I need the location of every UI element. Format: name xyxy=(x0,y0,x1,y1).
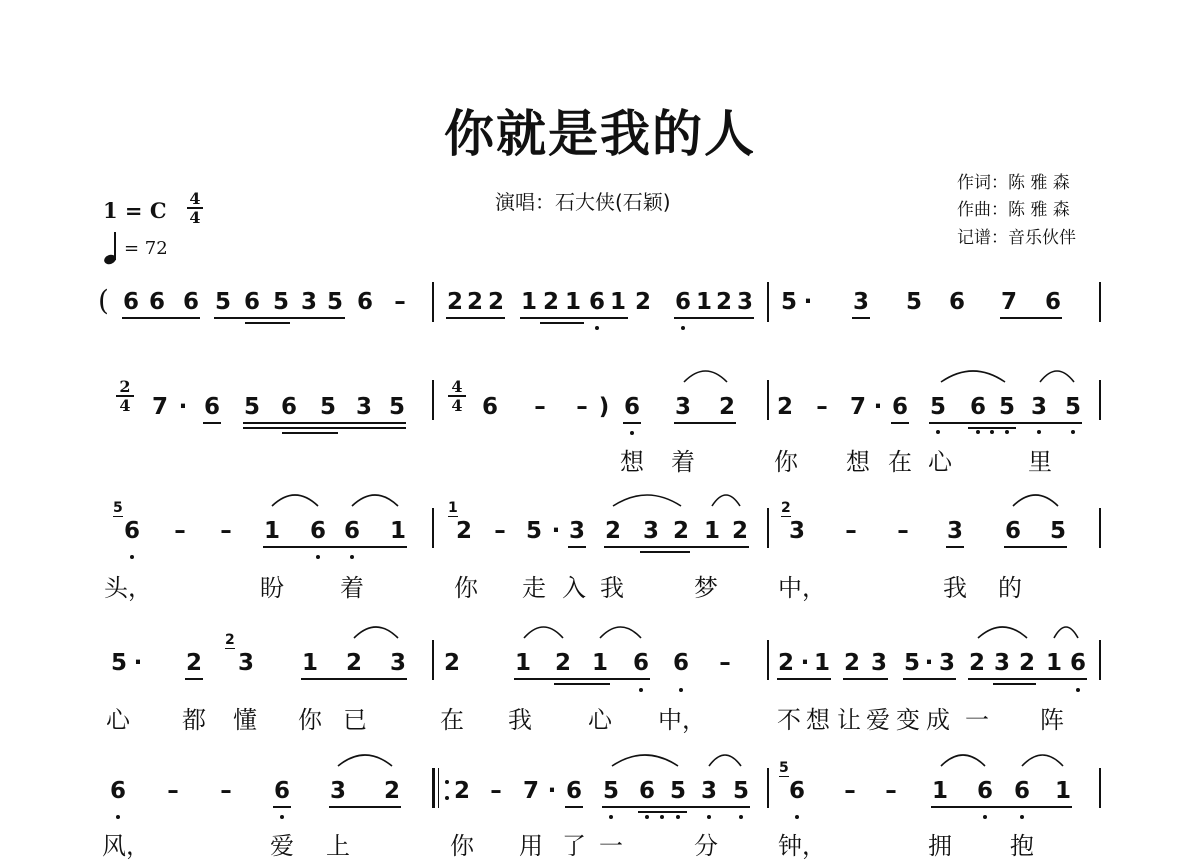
octave-dot xyxy=(976,430,980,434)
octave-dot xyxy=(1020,815,1024,819)
note: 1 xyxy=(1054,778,1072,804)
note: 5 xyxy=(214,289,232,315)
note: 2 xyxy=(1018,650,1036,676)
octave-dot xyxy=(707,815,711,819)
beam xyxy=(604,546,749,548)
octave-dot xyxy=(609,815,613,819)
note: 5 xyxy=(903,650,921,676)
slur xyxy=(524,627,563,638)
lyric-syllable: 阵 xyxy=(1040,706,1064,734)
beam xyxy=(301,678,407,680)
lyric-syllable: 的 xyxy=(998,574,1022,602)
note: 3 xyxy=(870,650,888,676)
note: 5 xyxy=(272,289,290,315)
note: 5 xyxy=(602,778,620,804)
note: 3 xyxy=(788,518,806,544)
beam xyxy=(929,422,1082,424)
beam xyxy=(623,422,641,424)
note: 7 xyxy=(151,394,169,420)
singer-credit: 演唱：石大侠(石颖) xyxy=(495,190,671,214)
note: 5 xyxy=(1064,394,1082,420)
note: 2 xyxy=(672,518,690,544)
octave-dot xyxy=(936,430,940,434)
note: 7 xyxy=(1000,289,1018,315)
note: 6 xyxy=(356,289,374,315)
note: – xyxy=(844,778,856,804)
beam xyxy=(263,546,407,548)
note: – xyxy=(220,518,232,544)
note: 6 xyxy=(1069,650,1087,676)
note: 5 xyxy=(929,394,947,420)
inline-ts-denominator: 4 xyxy=(119,396,131,415)
note: · xyxy=(803,289,813,315)
octave-dot xyxy=(990,430,994,434)
note: 6 xyxy=(109,778,127,804)
note: – xyxy=(490,778,502,804)
note: 2 xyxy=(455,518,473,544)
lyric-syllable: 你 xyxy=(774,448,798,476)
lyric-syllable: 心 xyxy=(588,706,612,734)
note: 2 xyxy=(554,650,572,676)
inline-ts-denominator: 4 xyxy=(451,396,463,415)
lyric-syllable: 我 xyxy=(508,706,532,734)
lyric-syllable: 在 xyxy=(440,706,464,734)
octave-dot xyxy=(280,815,284,819)
beam xyxy=(554,683,610,685)
lyric-syllable: 我 xyxy=(600,574,624,602)
note: 3 xyxy=(329,778,347,804)
lyric-syllable: 想 xyxy=(846,448,870,476)
lyric-syllable: 爱 xyxy=(866,706,890,734)
lyric-syllable: 懂 xyxy=(233,706,257,734)
note: 2 xyxy=(453,778,471,804)
lyric-syllable: 想 xyxy=(806,706,830,734)
lyric-syllable: 拥 xyxy=(928,832,952,860)
note: 5 xyxy=(905,289,923,315)
inline-ts-numerator: 4 xyxy=(448,378,466,397)
note: 7 xyxy=(522,778,540,804)
note: – xyxy=(167,778,179,804)
barline xyxy=(432,380,434,420)
note: – xyxy=(816,394,828,420)
beam xyxy=(777,678,831,680)
note: 6 xyxy=(891,394,909,420)
lyric-syllable: 你 xyxy=(450,832,474,860)
lyric-syllable: 一 xyxy=(965,706,989,734)
note: 6 xyxy=(273,778,291,804)
lyric-syllable: 不 xyxy=(777,706,801,734)
slur xyxy=(709,755,741,766)
time-signature-numerator: 4 xyxy=(187,190,203,209)
note: 6 xyxy=(280,394,298,420)
note: 6 xyxy=(1013,778,1031,804)
beam xyxy=(1000,317,1062,319)
barline xyxy=(1099,508,1101,548)
note: 6 xyxy=(588,289,606,315)
octave-dot xyxy=(660,815,664,819)
beam xyxy=(946,546,964,548)
note: – xyxy=(897,518,909,544)
lyric-syllable: 心 xyxy=(928,448,952,476)
note: 5 xyxy=(669,778,687,804)
octave-dot xyxy=(130,555,134,559)
note: 1 xyxy=(931,778,949,804)
note: · xyxy=(924,650,934,676)
time-signature xyxy=(187,190,203,226)
lyric-syllable: 头， xyxy=(104,574,152,602)
inline-ts-numerator: 2 xyxy=(116,378,134,397)
barline xyxy=(432,768,435,808)
lyric-syllable: 上 xyxy=(326,832,350,860)
note: 6 xyxy=(638,778,656,804)
note: – xyxy=(719,650,731,676)
beam xyxy=(273,806,291,808)
note: 5 xyxy=(998,394,1016,420)
slur xyxy=(354,627,398,638)
lyric-syllable: 我 xyxy=(943,574,967,602)
note: 1 xyxy=(695,289,713,315)
beam xyxy=(243,422,406,424)
note: · xyxy=(178,394,188,420)
note: 2 xyxy=(345,650,363,676)
beam xyxy=(565,806,583,808)
note: 2 xyxy=(487,289,505,315)
tempo-marking xyxy=(104,232,168,264)
lyric-syllable: 钟， xyxy=(778,832,826,860)
barline xyxy=(438,768,439,808)
note: – xyxy=(220,778,232,804)
octave-dot xyxy=(630,431,634,435)
beam xyxy=(185,678,203,680)
note: 6 xyxy=(243,289,261,315)
note: 3 xyxy=(568,518,586,544)
note: 6 xyxy=(1044,289,1062,315)
note: 6 xyxy=(674,289,692,315)
lyric-syllable: 里 xyxy=(1028,448,1052,476)
beam xyxy=(214,317,345,319)
beam xyxy=(993,683,1036,685)
slur xyxy=(1054,627,1078,638)
note: 2 xyxy=(968,650,986,676)
note: 2 xyxy=(777,650,795,676)
note: 6 xyxy=(632,650,650,676)
note: 2 xyxy=(718,394,736,420)
beam xyxy=(514,678,650,680)
barline xyxy=(767,508,769,548)
lyric-syllable: 中， xyxy=(658,706,706,734)
lyric-syllable: 盼 xyxy=(260,574,284,602)
octave-dot xyxy=(1071,430,1075,434)
lyric-syllable: 着 xyxy=(671,448,695,476)
note: 6 xyxy=(969,394,987,420)
beam xyxy=(602,806,750,808)
note: – xyxy=(174,518,186,544)
barline xyxy=(767,282,769,322)
note: 6 xyxy=(148,289,166,315)
slur xyxy=(338,755,392,766)
beam xyxy=(843,678,888,680)
note: 2 xyxy=(443,650,461,676)
note: 5 xyxy=(326,289,344,315)
lyric-syllable: 抱 xyxy=(1010,832,1034,860)
slur xyxy=(684,371,727,382)
note: 3 xyxy=(993,650,1011,676)
note: 1 xyxy=(609,289,627,315)
slur xyxy=(352,495,398,506)
octave-dot xyxy=(445,796,449,800)
note: 1 xyxy=(301,650,319,676)
note: 6 xyxy=(309,518,327,544)
beam xyxy=(903,678,956,680)
note: 5 xyxy=(732,778,750,804)
slur xyxy=(941,755,985,766)
note: 3 xyxy=(852,289,870,315)
lyricist-credit: 作词：陈 雅 森 xyxy=(957,173,1070,193)
octave-dot xyxy=(350,555,354,559)
beam xyxy=(968,427,1016,429)
beam xyxy=(640,551,690,553)
note: 1 xyxy=(514,650,532,676)
note: 1 xyxy=(564,289,582,315)
note: 5 xyxy=(1049,518,1067,544)
note: 2 xyxy=(634,289,652,315)
note: 2 xyxy=(383,778,401,804)
barline xyxy=(767,640,769,680)
octave-dot xyxy=(445,780,449,784)
note: · xyxy=(800,650,810,676)
octave-dot xyxy=(983,815,987,819)
beam xyxy=(203,422,221,424)
lyric-syllable: 你 xyxy=(454,574,478,602)
note: 1 xyxy=(813,650,831,676)
note: 5 xyxy=(110,650,128,676)
note: 3 xyxy=(700,778,718,804)
note: 6 xyxy=(343,518,361,544)
transcriber-credit: 记谱：音乐伙伴 xyxy=(957,228,1076,248)
note: 3 xyxy=(642,518,660,544)
barline xyxy=(1099,282,1101,322)
note: 1 xyxy=(1045,650,1063,676)
score-title: 你就是我的人 xyxy=(444,104,756,163)
note: 6 xyxy=(672,650,690,676)
note: 5 xyxy=(243,394,261,420)
lyric-syllable: 梦 xyxy=(694,574,718,602)
note: 3 xyxy=(674,394,692,420)
note: 6 xyxy=(976,778,994,804)
inline-time-signature xyxy=(116,378,134,414)
note: 5 xyxy=(319,394,337,420)
note: 6 xyxy=(623,394,641,420)
note: 1 xyxy=(263,518,281,544)
octave-dot xyxy=(116,815,120,819)
slur xyxy=(941,371,1005,382)
octave-dot xyxy=(739,815,743,819)
note: 1 xyxy=(389,518,407,544)
octave-dot xyxy=(645,815,649,819)
barline xyxy=(767,768,769,808)
note: 1 xyxy=(591,650,609,676)
octave-dot xyxy=(795,815,799,819)
slur xyxy=(712,495,740,506)
note: 2 xyxy=(731,518,749,544)
lyric-syllable: 分 xyxy=(694,832,718,860)
slur xyxy=(1013,495,1058,506)
beam xyxy=(329,806,401,808)
note: · xyxy=(133,650,143,676)
note: 2 xyxy=(776,394,794,420)
beam xyxy=(852,317,870,319)
lyric-syllable: 走 xyxy=(522,574,546,602)
lyric-syllable: 一 xyxy=(599,832,623,860)
beam xyxy=(1004,546,1067,548)
note: 6 xyxy=(1004,518,1022,544)
beam xyxy=(968,678,1087,680)
note: 6 xyxy=(122,289,140,315)
tempo-value: = 72 xyxy=(124,238,168,259)
note: 5 xyxy=(525,518,543,544)
note: – xyxy=(494,518,506,544)
beam xyxy=(891,422,909,424)
lyric-syllable: 已 xyxy=(343,706,367,734)
note: 2 xyxy=(715,289,733,315)
octave-dot xyxy=(679,688,683,692)
quarter-note-icon xyxy=(104,232,118,264)
barline xyxy=(432,508,434,548)
barline xyxy=(432,640,434,680)
octave-dot xyxy=(639,688,643,692)
lyric-syllable: 想 xyxy=(620,448,644,476)
lyric-syllable: 爱 xyxy=(270,832,294,860)
slur xyxy=(272,495,318,506)
beam xyxy=(243,427,406,429)
grace-note: 5 xyxy=(779,760,789,776)
grace-note: 1 xyxy=(448,500,458,516)
octave-dot xyxy=(1037,430,1041,434)
note: – xyxy=(576,394,588,420)
octave-dot xyxy=(1005,430,1009,434)
note: 6 xyxy=(948,289,966,315)
note: 6 xyxy=(203,394,221,420)
note: · xyxy=(551,518,561,544)
lyric-syllable: 了 xyxy=(562,832,586,860)
note: 6 xyxy=(182,289,200,315)
note: – xyxy=(534,394,546,420)
note: 5 xyxy=(780,289,798,315)
barline xyxy=(432,282,434,322)
note: 3 xyxy=(355,394,373,420)
note: ) xyxy=(598,394,610,420)
note: 3 xyxy=(237,650,255,676)
lyric-syllable: 你 xyxy=(298,706,322,734)
beam xyxy=(674,317,754,319)
grace-note: 2 xyxy=(225,632,235,648)
beam xyxy=(540,322,584,324)
lyric-syllable: 风， xyxy=(102,832,150,860)
time-signature-denominator: 4 xyxy=(189,208,201,227)
lyric-syllable: 中， xyxy=(778,574,826,602)
note: 3 xyxy=(389,650,407,676)
note: · xyxy=(547,778,557,804)
note: 3 xyxy=(938,650,956,676)
slur xyxy=(1040,371,1074,382)
beam xyxy=(282,432,338,434)
slur xyxy=(612,755,678,766)
lyric-syllable: 心 xyxy=(106,706,130,734)
beam xyxy=(520,317,628,319)
octave-dot xyxy=(681,326,685,330)
note: · xyxy=(873,394,883,420)
lyric-syllable: 成 xyxy=(926,706,950,734)
key-signature: 1 = C xyxy=(103,198,167,223)
lyric-syllable: 着 xyxy=(340,574,364,602)
note: – xyxy=(394,289,406,315)
octave-dot xyxy=(595,326,599,330)
lyric-syllable: 入 xyxy=(562,574,586,602)
beam xyxy=(674,422,736,424)
inline-time-signature xyxy=(448,378,466,414)
octave-dot xyxy=(676,815,680,819)
beam xyxy=(245,322,290,324)
note: 6 xyxy=(481,394,499,420)
grace-note: 5 xyxy=(113,500,123,516)
slur xyxy=(978,627,1027,638)
note: 5 xyxy=(388,394,406,420)
composer-credit: 作曲：陈 雅 森 xyxy=(957,200,1070,220)
note: 2 xyxy=(542,289,560,315)
note: 3 xyxy=(736,289,754,315)
note: 3 xyxy=(300,289,318,315)
lyric-syllable: 用 xyxy=(519,832,543,860)
beam xyxy=(568,546,586,548)
barline xyxy=(1099,640,1101,680)
note: 2 xyxy=(446,289,464,315)
grace-note: 2 xyxy=(781,500,791,516)
barline xyxy=(1099,768,1101,808)
note: 3 xyxy=(1030,394,1048,420)
note: 6 xyxy=(123,518,141,544)
slur xyxy=(600,627,641,638)
slur xyxy=(1022,755,1063,766)
barline xyxy=(1099,380,1101,420)
lyric-syllable: 在 xyxy=(888,448,912,476)
note: 6 xyxy=(565,778,583,804)
note: 1 xyxy=(520,289,538,315)
lyric-syllable: 都 xyxy=(182,706,206,734)
note: 2 xyxy=(843,650,861,676)
note: – xyxy=(845,518,857,544)
beam xyxy=(638,811,687,813)
open-paren: ( xyxy=(98,284,109,317)
octave-dot xyxy=(1076,688,1080,692)
note: 1 xyxy=(703,518,721,544)
beam xyxy=(122,317,200,319)
note: 3 xyxy=(946,518,964,544)
note: 2 xyxy=(604,518,622,544)
note: – xyxy=(885,778,897,804)
octave-dot xyxy=(316,555,320,559)
note: 2 xyxy=(466,289,484,315)
lyric-syllable: 让 xyxy=(837,706,861,734)
note: 6 xyxy=(788,778,806,804)
beam xyxy=(931,806,1072,808)
note: 7 xyxy=(849,394,867,420)
note: 2 xyxy=(185,650,203,676)
slur xyxy=(613,495,681,506)
lyric-syllable: 变 xyxy=(896,706,920,734)
beam xyxy=(446,317,505,319)
barline xyxy=(767,380,769,420)
